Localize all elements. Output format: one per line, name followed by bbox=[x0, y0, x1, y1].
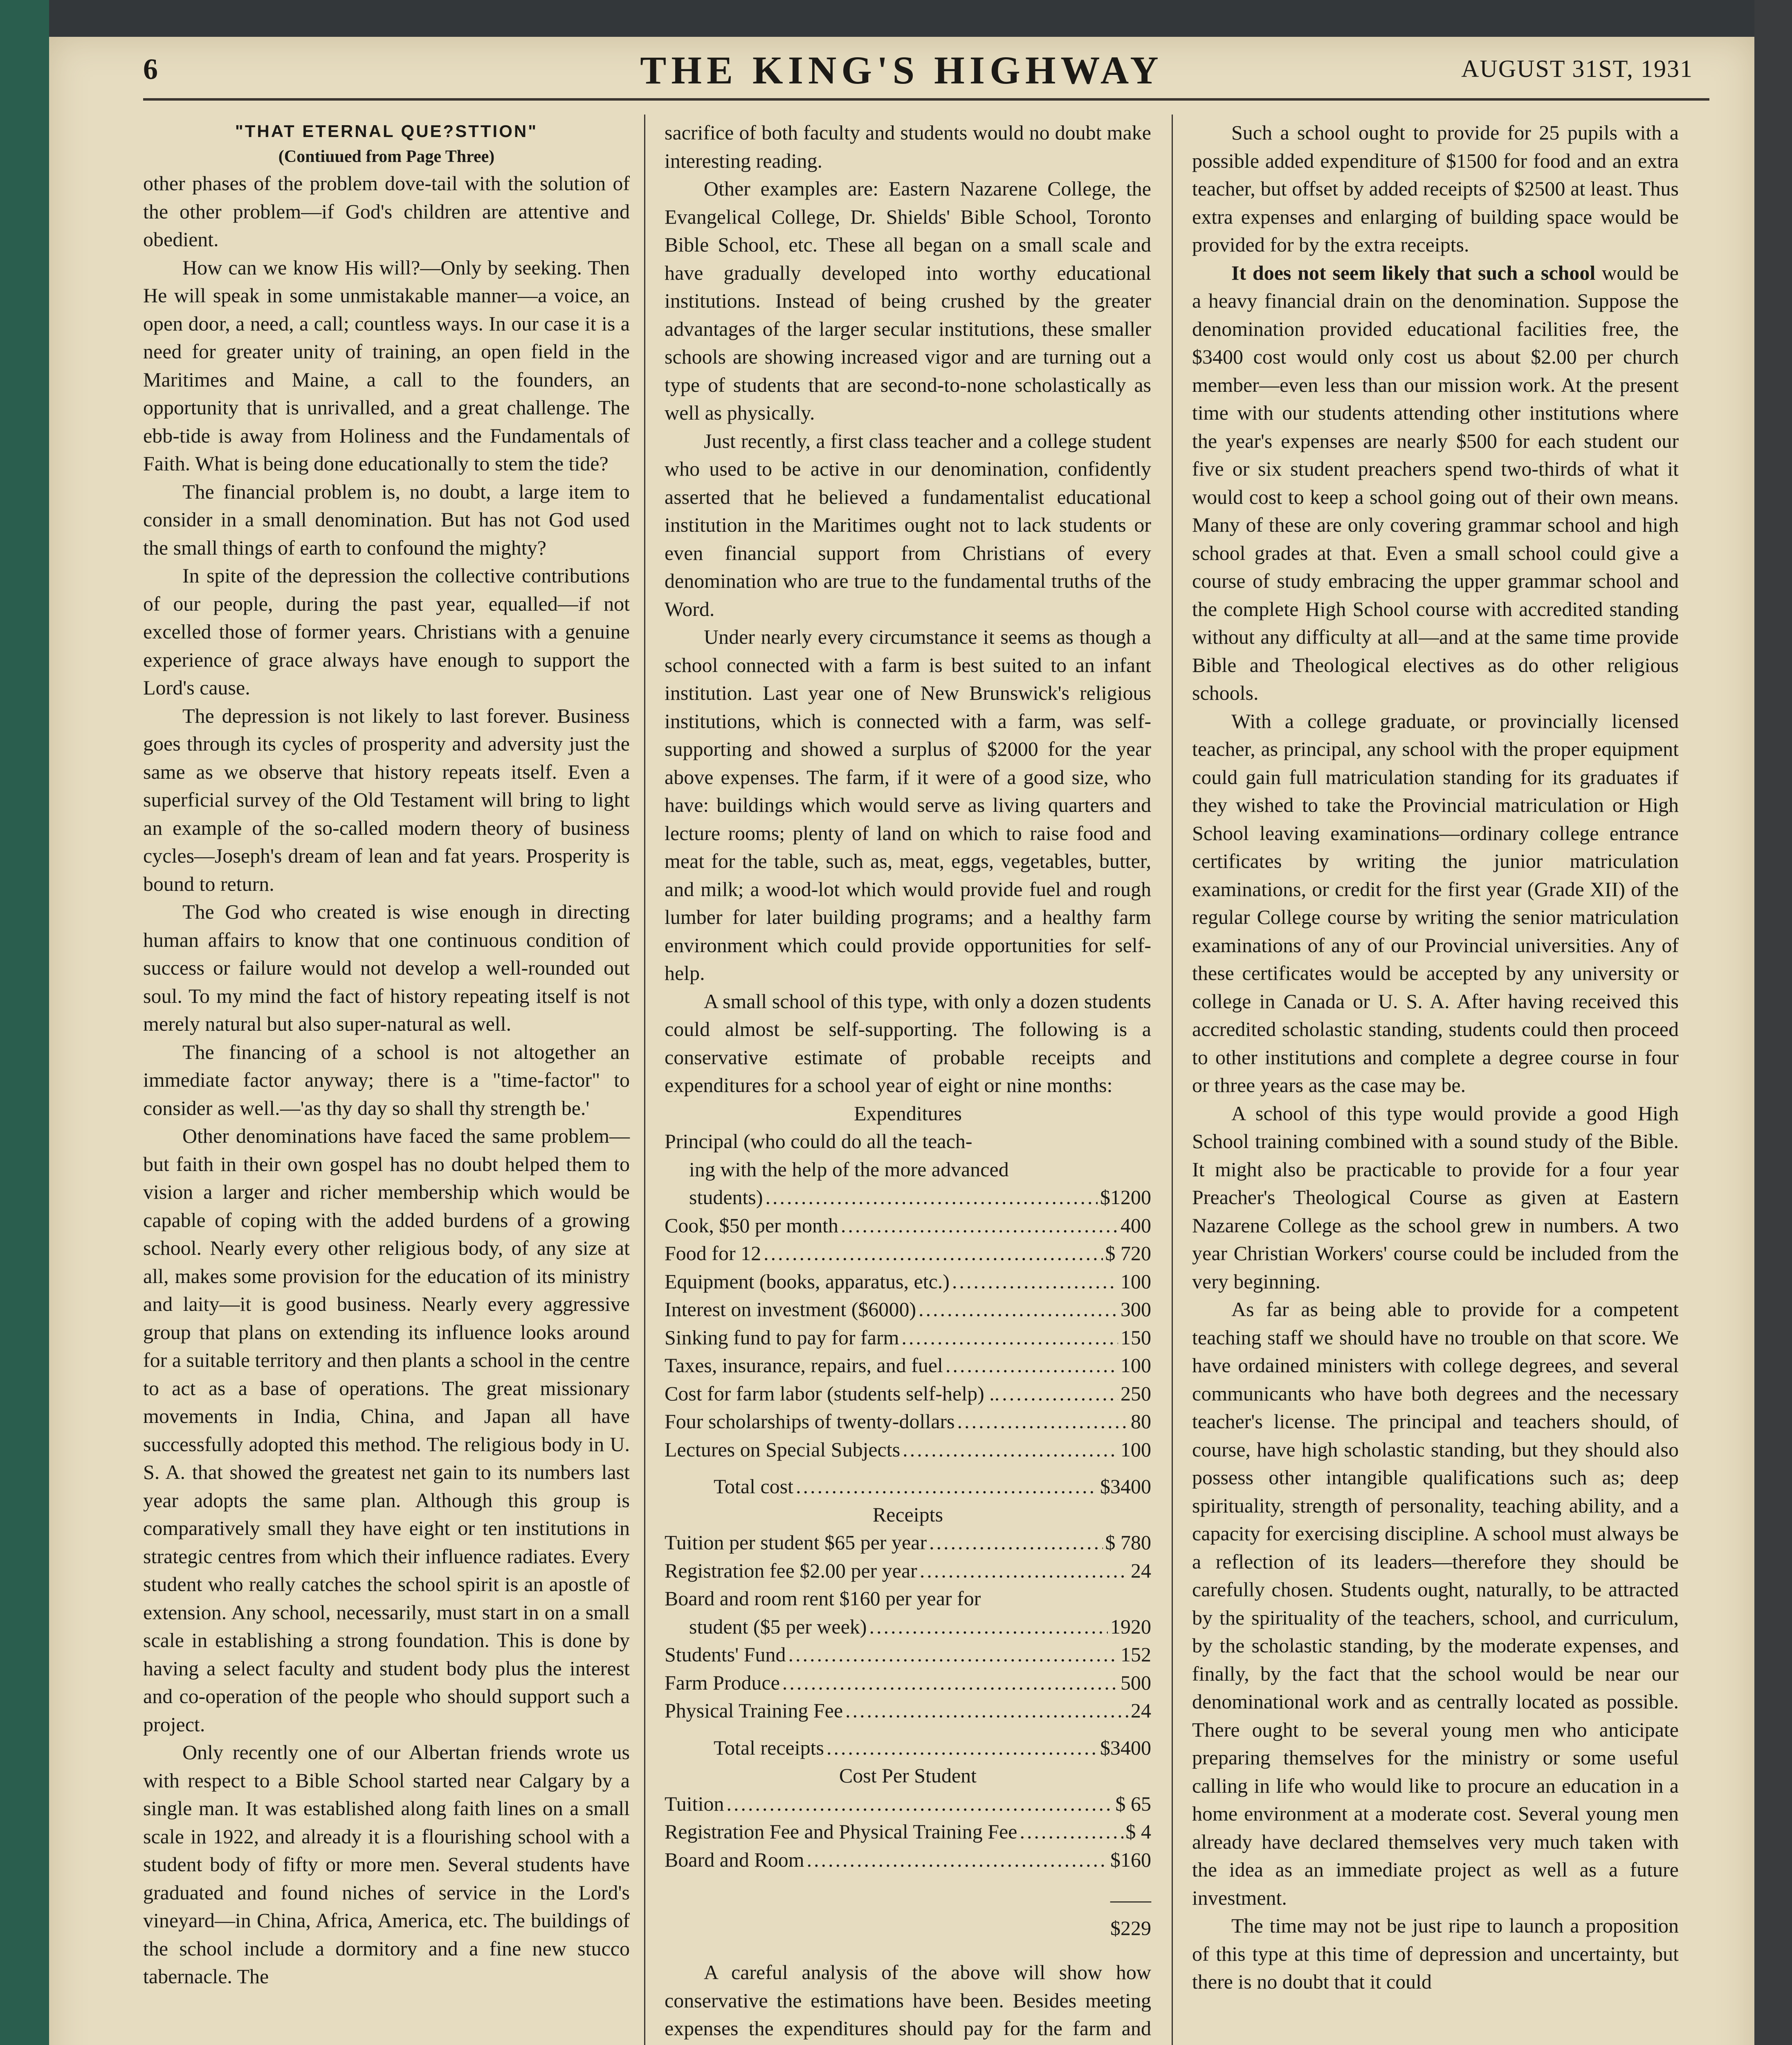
budget-amount: $160 bbox=[1110, 1848, 1151, 1871]
budget-label: Farm Produce bbox=[665, 1671, 780, 1694]
budget-row bbox=[665, 1380, 1151, 1408]
budget-row bbox=[665, 1183, 1151, 1211]
receipt-rows bbox=[665, 1528, 1151, 1584]
paragraph: Other examples are: Eastern Nazarene College, the Evangelical College, Dr. Shields' Bible School, Toronto Bible School, etc. These all began on a small scale and have gradually developed into worthy educational institutions. Instead of being crushed by the greater advantages of the larger secular institutions, these smaller schools are showing increased vigor and are turning out a type of students that are second-to-none scholastically as well as physically. bbox=[665, 177, 1151, 424]
budget-label: Board and Room bbox=[665, 1848, 804, 1871]
paragraph: With a college graduate, or provincially licensed teacher, as principal, any school with the proper equipment could gain full matriculation standing for its graduates if they wished to take the Provincial matriculation or High School leaving examinations—ordinary college entrance certificates by writing the junior matriculation examinations, or credit for the first year (Grade XII) of the regular College course by writing the senior matriculation examinations of any of our Provincial universities. Any of these certificates would be accepted by any university or college in Canada or U. S. A. After having received this accredited scholastic standing, students could then proceed to other institutions and complete a degree course in four or three years as the case may be. bbox=[1192, 709, 1679, 1097]
paragraph: other phases of the problem dove-tail with the solution of the other problem—if God's children are attentive and obedient. bbox=[143, 172, 630, 251]
budget-label: Registration fee $2.00 per year bbox=[665, 1559, 917, 1582]
budget-label: Taxes, insurance, repairs, and fuel bbox=[665, 1354, 943, 1377]
budget-label: students) bbox=[689, 1186, 763, 1209]
paragraph: A small school of this type, with only a dozen students could almost be self-supporting. The following is a conservative estimate of probable receipts and expenditures for a school year of eight or nine months: bbox=[665, 989, 1151, 1097]
dot-leader bbox=[902, 1324, 1118, 1352]
budget-row bbox=[665, 1239, 1151, 1267]
budget-label: Tuition per student $65 per year bbox=[665, 1531, 927, 1554]
dot-leader bbox=[1020, 1818, 1123, 1846]
cost-per-student-heading: Cost Per Student bbox=[839, 1764, 977, 1787]
budget-label: Lectures on Special Subjects bbox=[665, 1438, 900, 1461]
column-3 bbox=[1192, 119, 1679, 1996]
dot-leader bbox=[807, 1846, 1108, 1874]
paragraph: sacrifice of both faculty and students would no doubt make interesting reading. bbox=[665, 121, 1151, 172]
budget-line: Principal (who could do all the teach- bbox=[665, 1130, 972, 1153]
masthead-title: THE KING'S HIGHWAY bbox=[640, 48, 1163, 92]
paragraph: In spite of the depression the collective contributions of our people, during the past year, equalled—if not excelled those of former years. Christians with a genuine experience of grace always have enough to support the Lord's cause. bbox=[143, 564, 630, 699]
paragraph: As far as being able to provide for a competent teaching staff we should have no trouble on that score. We have ordained ministers with college degrees, and several communicants who have both degrees and the necessary teacher's license. The principal and teachers should, of course, have high scholastic standing, but they should also possess other intangible qualifications such as; deep spirituality, strength of personality, teaching ability, and a capacity for exercising discipline. A school must always be a reflection of its leaders—therefore they should be carefully chosen. Students ought, naturally, to be attracted by the spirituality of the teachers, school, and curriculum, by the scholastic standing, by the moderate expenses, and finally, by the fact that the school would be near our denominational work and as centrally located as possible. There ought to be several young men who anticipate preparing themselves for the ministry or some useful calling in life who would like to procure an education in a home environment at a moderate cost. Several young men already have declared themselves very much taken with the idea as an immediate project as well as a future investment. bbox=[1192, 1298, 1679, 1909]
budget-amount: 250 bbox=[1121, 1382, 1151, 1405]
budget-line: ing with the help of the more advanced bbox=[689, 1157, 1009, 1181]
expenditure-rows bbox=[665, 1211, 1151, 1464]
budget-label: Food for 12 bbox=[665, 1242, 761, 1265]
budget-row bbox=[665, 1351, 1151, 1380]
dot-leader bbox=[726, 1790, 1113, 1818]
dot-leader bbox=[1002, 1380, 1118, 1408]
budget-amount: $ 780 bbox=[1105, 1531, 1151, 1554]
budget-label: Cook, $50 per month bbox=[665, 1214, 838, 1237]
budget-amount: $3400 bbox=[1100, 1736, 1151, 1759]
budget-row bbox=[665, 1267, 1151, 1296]
budget-amount: $ 720 bbox=[1105, 1242, 1151, 1265]
budget-label: Total receipts bbox=[714, 1736, 824, 1759]
dot-leader bbox=[788, 1640, 1118, 1669]
budget-amount: 400 bbox=[1121, 1214, 1151, 1237]
dot-leader bbox=[796, 1472, 1098, 1501]
budget-amount: 150 bbox=[1121, 1326, 1151, 1349]
dot-leader bbox=[845, 1697, 1128, 1725]
budget-table bbox=[665, 1099, 1151, 1942]
continuation-subtitle: (Contiuued from Page Three) bbox=[278, 147, 495, 166]
budget-label: student ($5 per week) bbox=[689, 1615, 867, 1638]
continuation-title: "THAT ETERNAL QUE?STTION" bbox=[235, 121, 538, 141]
dot-leader bbox=[869, 1613, 1108, 1641]
paragraph: How can we know His will?—Only by seeking. Then He will speak in some unmistakable manner—a voice, an open door, a need, a call; countless ways. In our case it is a need for greater unity of training, an open field in the Maritimes and Maine, a call to the founders, an opportunity that is unrivalled, and a great challenge. The ebb-tide is away from Holiness and the Fundamentals of Faith. What is being done educationally to stem the tide? bbox=[143, 256, 630, 475]
paragraph: Only recently one of our Albertan friends wrote us with respect to a Bible School started near Calgary by a single man. It was established along faith lines on a small scale in 1922, and already it is a flourishing school with a student body of fifty or more men. Several students have graduated and found niches of service in the Lord's vineyard—in China, Africa, America, etc. The buildings of the school include a dormitory and a fine new stucco tabernacle. The bbox=[143, 1741, 630, 1988]
budget-row bbox=[665, 1669, 1151, 1697]
receipt-rows bbox=[665, 1640, 1151, 1725]
budget-row bbox=[665, 1818, 1151, 1846]
paragraph: The financing of a school is not altogether an immediate factor anyway; there is a "time-factor" to consider as well.—'as thy day so shall thy strength be.' bbox=[143, 1040, 630, 1119]
header-rule bbox=[143, 98, 1709, 101]
budget-row bbox=[665, 1557, 1151, 1585]
budget-label: Interest on investment ($6000) bbox=[665, 1298, 916, 1321]
budget-row bbox=[665, 1640, 1151, 1669]
budget-label: Registration Fee and Physical Training Fee bbox=[665, 1820, 1017, 1843]
budget-row bbox=[665, 1295, 1151, 1324]
budget-amount: $ 65 bbox=[1115, 1792, 1151, 1815]
budget-amount: $1200 bbox=[1100, 1186, 1151, 1209]
budget-amount: 500 bbox=[1121, 1671, 1151, 1694]
total-cost-row bbox=[665, 1472, 1151, 1501]
dot-leader bbox=[782, 1669, 1118, 1697]
paragraph: A careful analysis of the above will show how conservative the estimations have been. Besides meeting expenses the expenditures should pay for the farm and bbox=[665, 1961, 1151, 2040]
budget-amount: $ 4 bbox=[1125, 1820, 1151, 1843]
paragraph: The time may not be just ripe to launch a proposition of this type at this time of depression and uncertainty, but there is no doubt that it could bbox=[1192, 1914, 1679, 1993]
dot-leader bbox=[957, 1407, 1128, 1436]
sum-rule: —— bbox=[1110, 1888, 1151, 1911]
budget-label: Equipment (books, apparatus, etc.) bbox=[665, 1270, 950, 1293]
cost-per-student-rows bbox=[665, 1790, 1151, 1874]
dot-leader bbox=[945, 1351, 1118, 1380]
budget-row bbox=[665, 1790, 1151, 1818]
budget-row bbox=[665, 1324, 1151, 1352]
paragraph: The depression is not likely to last forever. Business goes through its cycles of prosperity and adversity just the same as we observe that history repeats itself. Even a superficial survey of the Old Testament will bring to light an example of the so-called modern theory of business cycles—Joseph's dream of lean and fat years. Prosperity is bound to return. bbox=[143, 704, 630, 895]
budget-label: Total cost bbox=[714, 1475, 794, 1498]
budget-label: Cost for farm labor (students self-help) .. bbox=[665, 1382, 1000, 1405]
dot-leader bbox=[766, 1183, 1098, 1211]
budget-label: Physical Training Fee bbox=[665, 1699, 843, 1722]
paragraph-text: would be a heavy financial drain on the denomination. Suppose the denomination provided educational facilities free, the $3400 cost would only cost us about $2.00 per church member—even less than our mission work. At the present time with our students attending other institutions where the year's expenses are nearly $500 for each student our five or six student preachers spend two-thirds of what it would cost to keep a school going out of their own means. Many of these are only covering grammar school and high school grades at that. Even a small school could give a course of study embracing the upper grammar school and the complete High School course with accredited standing without any difficulty at all—and at the same time provide Bible and Theological electives as do other religious schools. bbox=[1192, 261, 1679, 704]
dot-leader bbox=[903, 1436, 1118, 1464]
budget-row bbox=[665, 1613, 1151, 1641]
budget-amount: 24 bbox=[1131, 1559, 1151, 1582]
dot-leader bbox=[929, 1528, 1103, 1557]
dot-leader bbox=[952, 1267, 1118, 1296]
budget-label: Sinking fund to pay for farm bbox=[665, 1326, 899, 1349]
budget-amount: $3400 bbox=[1100, 1475, 1151, 1498]
dot-leader bbox=[918, 1295, 1118, 1324]
paragraph: Just recently, a first class teacher and a college student who used to be active in our denomination, confidently asserted that he believed a fundamentalist educational institution in the Maritimes ought not to lack students or even financial support from Christians of every denomination who are true to the fundamental truths of the Word. bbox=[665, 429, 1151, 620]
budget-amount: 24 bbox=[1131, 1699, 1151, 1722]
budget-row bbox=[665, 1528, 1151, 1557]
budget-line: Board and room rent $160 per year for bbox=[665, 1587, 981, 1610]
dot-leader bbox=[920, 1557, 1128, 1585]
budget-amount: 152 bbox=[1121, 1643, 1151, 1666]
budget-row bbox=[665, 1407, 1151, 1436]
paragraph: Other denominations have faced the same problem—but faith in their own gospel has no doubt helped them to vision a larger and richer membership which would be capable of coping with the added burdens of a growing school. Nearly every other religious body, of any size at all, makes some provision for the education of its ministry and laity—it is good business. Nearly every aggressive group that plans on extending its influence looks around for a suitable territory and then plants a school in the centre to act as a base of operations. The great missionary movements in India, China, and Japan all have successfully adopted this method. The religious body in U. S. A. that showed the greatest net gain to its numbers last year adopts the same plan. Although this group is comparatively small they have eight or ten institutions in strategic centres from which their influence radiates. Every student who really catches the school spirit is an apostle of extension. Any school, necessarily, must start in on a small scale in establishing a strong foundation. This is done by having a select faculty and student body plus the interest and co-operation of the people who should support such a project. bbox=[143, 1124, 630, 1736]
column-2 bbox=[665, 119, 1151, 2045]
cost-per-student-total: $229 bbox=[1110, 1916, 1151, 1939]
budget-amount: 300 bbox=[1121, 1298, 1151, 1321]
column-rule-left bbox=[644, 115, 645, 2045]
paragraph bbox=[1192, 259, 1679, 707]
budget-label: Tuition bbox=[665, 1792, 724, 1815]
column-rule-right bbox=[1172, 115, 1173, 2045]
budget-label: Four scholarships of twenty-dollars bbox=[665, 1410, 955, 1433]
dot-leader bbox=[841, 1211, 1118, 1240]
newspaper-page bbox=[49, 37, 1754, 2045]
budget-amount: 1920 bbox=[1110, 1615, 1151, 1638]
bold-lead-in: It does not seem likely that such a school bbox=[1231, 261, 1596, 284]
expenditures-heading: Expenditures bbox=[854, 1101, 962, 1125]
page-number: 6 bbox=[143, 53, 158, 85]
dot-leader bbox=[764, 1239, 1103, 1267]
budget-label: Students' Fund bbox=[665, 1643, 786, 1666]
budget-amount: 100 bbox=[1121, 1354, 1151, 1377]
budget-row bbox=[665, 1436, 1151, 1464]
budget-row bbox=[665, 1697, 1151, 1725]
total-receipts-row bbox=[665, 1734, 1151, 1762]
budget-amount: 80 bbox=[1131, 1410, 1151, 1433]
receipts-heading: Receipts bbox=[872, 1503, 943, 1526]
budget-amount: 100 bbox=[1121, 1438, 1151, 1461]
column-1 bbox=[143, 119, 630, 1991]
paragraph: The God who created is wise enough in directing human affairs to know that one continuous condition of success or failure would not develop a well-rounded out soul. To my mind the fact of history repeating itself is not merely natural but also super-natural as well. bbox=[143, 900, 630, 1035]
paragraph: Such a school ought to provide for 25 pupils with a possible added expenditure of $1500 for food and an extra teacher, but offset by added receipts of $2500 at least. Thus extra expenses and enlarging of building space would be provided for by the extra receipts. bbox=[1192, 121, 1679, 256]
paragraph: A school of this type would provide a good High School training combined with a sound study of the Bible. It might also be practicable to provide for a four year Preacher's Theological Course as given at Eastern Nazarene College as the school grew in numbers. A two year Christian Workers' course could be included from the very beginning. bbox=[1192, 1101, 1679, 1293]
dot-leader bbox=[826, 1734, 1098, 1762]
paragraph: Under nearly every circumstance it seems as though a school connected with a farm is best suited to an infant institution. Last year one of New Brunswick's religious institutions, which is connected with a farm, was self-supporting and showed a surplus of $2000 for the year above expenses. The farm, if it were of a good size, who have: buildings which would serve as living quarters and lecture rooms; plenty of land on which to raise food and meat for the table, such as, meat, eggs, vegetables, butter, and milk; a wood-lot which would provide fuel and rough lumber for later building programs; and a healthy farm environment which could provide opportunities for self-help. bbox=[665, 625, 1151, 984]
budget-row bbox=[665, 1211, 1151, 1240]
budget-row bbox=[665, 1846, 1151, 1874]
next-page-edge bbox=[1754, 0, 1792, 2045]
budget-amount: 100 bbox=[1121, 1270, 1151, 1293]
issue-date: AUGUST 31ST, 1931 bbox=[1461, 55, 1693, 82]
paragraph: The financial problem is, no doubt, a large item to consider in a small denomination. But has not God used the small things of earth to confound the mighty? bbox=[143, 480, 630, 559]
book-binding bbox=[0, 0, 49, 2045]
